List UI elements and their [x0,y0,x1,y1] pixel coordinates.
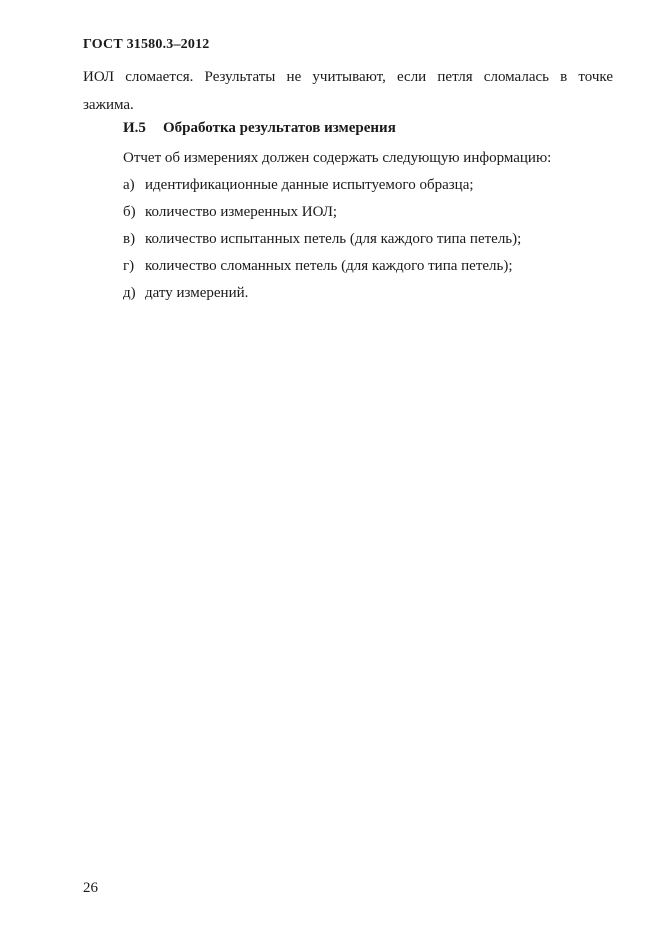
continuation-line-2: зажима. [83,97,134,113]
report-contents-list [123,174,521,309]
list-item [123,228,521,255]
list-item-text: дату измерений. [145,285,249,301]
section-number: И.5 [123,120,146,136]
list-item-text: количество испытанных петель (для каждого типа петель); [145,231,522,247]
continuation-line-1: ИОЛ сломается. Результаты не учитывают, если петля сломалась в точке [83,69,613,85]
continuation-paragraph [83,63,613,119]
list-item-text: идентификационные данные испытуемого образца; [145,177,474,193]
list-item [123,174,521,201]
list-item [123,201,521,228]
intro-paragraph: Отчет об измерениях должен содержать следующую информацию: [123,150,552,166]
section-heading [123,120,396,137]
list-item-marker: д) [123,285,136,301]
page-number: 26 [83,880,98,896]
list-item-text: количество измеренных ИОЛ; [145,204,338,220]
list-item [123,282,521,309]
page-header-standard-code: ГОСТ 31580.3–2012 [83,37,210,52]
list-item-text: количество сломанных петель (для каждого типа петель); [145,258,513,274]
list-item-marker: а) [123,177,135,193]
list-item-marker: в) [123,231,136,247]
list-item-marker: б) [123,204,136,220]
list-item-marker: г) [123,258,135,274]
section-title: Обработка результатов измерения [163,120,396,136]
list-item [123,255,521,282]
